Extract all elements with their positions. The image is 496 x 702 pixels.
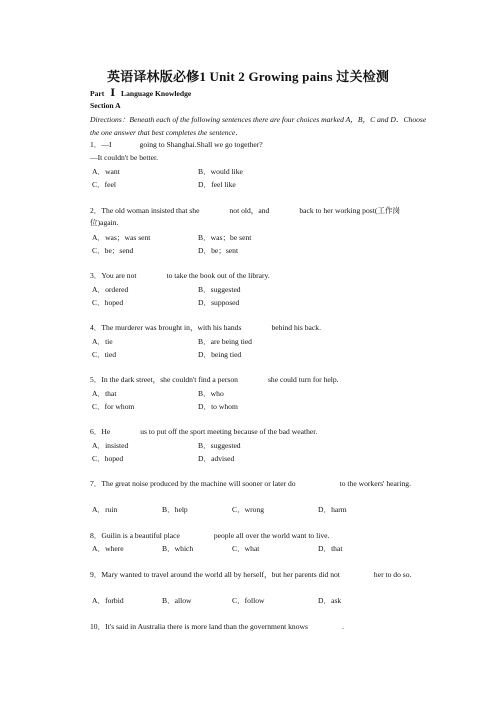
question-text: 8．Guilin is a beautiful place xyxy=(90,531,180,540)
question-text: people all over the world want to live. xyxy=(213,531,330,540)
question-5 xyxy=(90,374,339,386)
question-text: going to Shanghai.Shall we go together? xyxy=(139,140,263,149)
option-b: B．help xyxy=(162,505,188,514)
question-text: 3．You are not xyxy=(90,271,137,280)
question-1-reply: —It couldn't be better. xyxy=(90,153,159,162)
option-c: C．for whom xyxy=(92,402,135,411)
option-b: B．allow xyxy=(162,596,192,605)
option-a: A．want xyxy=(92,167,120,176)
option-b: B．which xyxy=(162,544,194,553)
question-text: not old，and xyxy=(229,206,270,215)
option-a: A．that xyxy=(92,389,117,398)
option-a: A．insisted xyxy=(92,441,129,450)
option-a: A．was；was sent xyxy=(92,233,151,242)
question-3 xyxy=(90,270,270,282)
option-a: A．ordered xyxy=(92,285,129,294)
question-text: her to do so. xyxy=(373,570,412,579)
question-text: 1．—I xyxy=(90,140,112,149)
question-text: 4．The murderer was brought in，with his hands xyxy=(90,323,242,332)
option-d: D．feel like xyxy=(198,180,236,189)
directions: Directions：Beneath each of the following sentences there are four choices marked A，B，C and D．Choose the one answer that best completes the sentence． xyxy=(90,115,427,137)
question-text: . xyxy=(341,622,344,631)
option-b: B．are being tied xyxy=(198,337,252,346)
question-text: she could turn for help. xyxy=(267,375,339,384)
question-7 xyxy=(90,478,428,490)
question-10 xyxy=(90,621,344,633)
question-8 xyxy=(90,530,329,542)
option-d: D．to whom xyxy=(198,402,238,411)
option-a: A．forbid xyxy=(92,596,124,605)
question-text: 9．Mary wanted to travel around the world all by herself，but her parents did not xyxy=(90,570,340,579)
option-a: A．ruin xyxy=(92,505,118,514)
option-b: B．suggested xyxy=(198,441,241,450)
option-c: C．hoped xyxy=(92,298,124,307)
question-text: 2．The old woman insisted that she xyxy=(90,206,200,215)
question-text: us to put off the sport meeting because of the bad weather. xyxy=(140,427,318,436)
question-4 xyxy=(90,322,321,334)
question-1 xyxy=(90,139,263,151)
question-text: back to her working post(工作岗位)again. xyxy=(90,206,401,227)
question-text: to take the book out of the library. xyxy=(166,271,270,280)
section-heading: Section A xyxy=(90,101,121,110)
question-text: behind his back. xyxy=(271,323,321,332)
option-c: C．hoped xyxy=(92,454,124,463)
option-c: C．follow xyxy=(232,596,265,605)
question-2 xyxy=(90,205,428,228)
page-title: 英语译林版必修1 Unit 2 Growing pains 过关检测 xyxy=(106,69,390,84)
option-d: D．harm xyxy=(318,505,347,514)
option-d: D．being tied xyxy=(198,350,242,359)
question-text: to the workers' hearing. xyxy=(339,479,411,488)
question-text: 7．The great noise produced by the machine will sooner or later do xyxy=(90,479,296,488)
part-heading xyxy=(90,88,191,99)
option-b: B．who xyxy=(198,389,224,398)
option-c: C．feel xyxy=(92,180,117,189)
option-b: B．was；be sent xyxy=(198,233,252,242)
part-name: Language Knowledge xyxy=(121,89,192,98)
option-c: C．what xyxy=(232,544,260,553)
option-c: C．wrong xyxy=(232,505,265,514)
question-6 xyxy=(90,426,317,438)
option-d: D．ask xyxy=(318,596,342,605)
option-c: C．be；send xyxy=(92,246,134,255)
option-d: D．supposed xyxy=(198,298,240,307)
question-text: 6．He xyxy=(90,427,111,436)
question-text: 5．In the dark street，she couldn't find a person xyxy=(90,375,238,384)
question-text: 10．It's said in Australia there is more land than the government knows xyxy=(90,622,308,631)
part-label: Part xyxy=(90,89,105,98)
option-d: D．be；sent xyxy=(198,246,239,255)
option-b: B．suggested xyxy=(198,285,241,294)
option-a: A．tie xyxy=(92,337,113,346)
part-roman: Ⅰ xyxy=(110,88,116,99)
option-d: D．that xyxy=(318,544,343,553)
option-b: B．would like xyxy=(198,167,243,176)
option-d: D．advised xyxy=(198,454,235,463)
question-9 xyxy=(90,569,428,581)
option-a: A．where xyxy=(92,544,124,553)
option-c: C．tied xyxy=(92,350,117,359)
